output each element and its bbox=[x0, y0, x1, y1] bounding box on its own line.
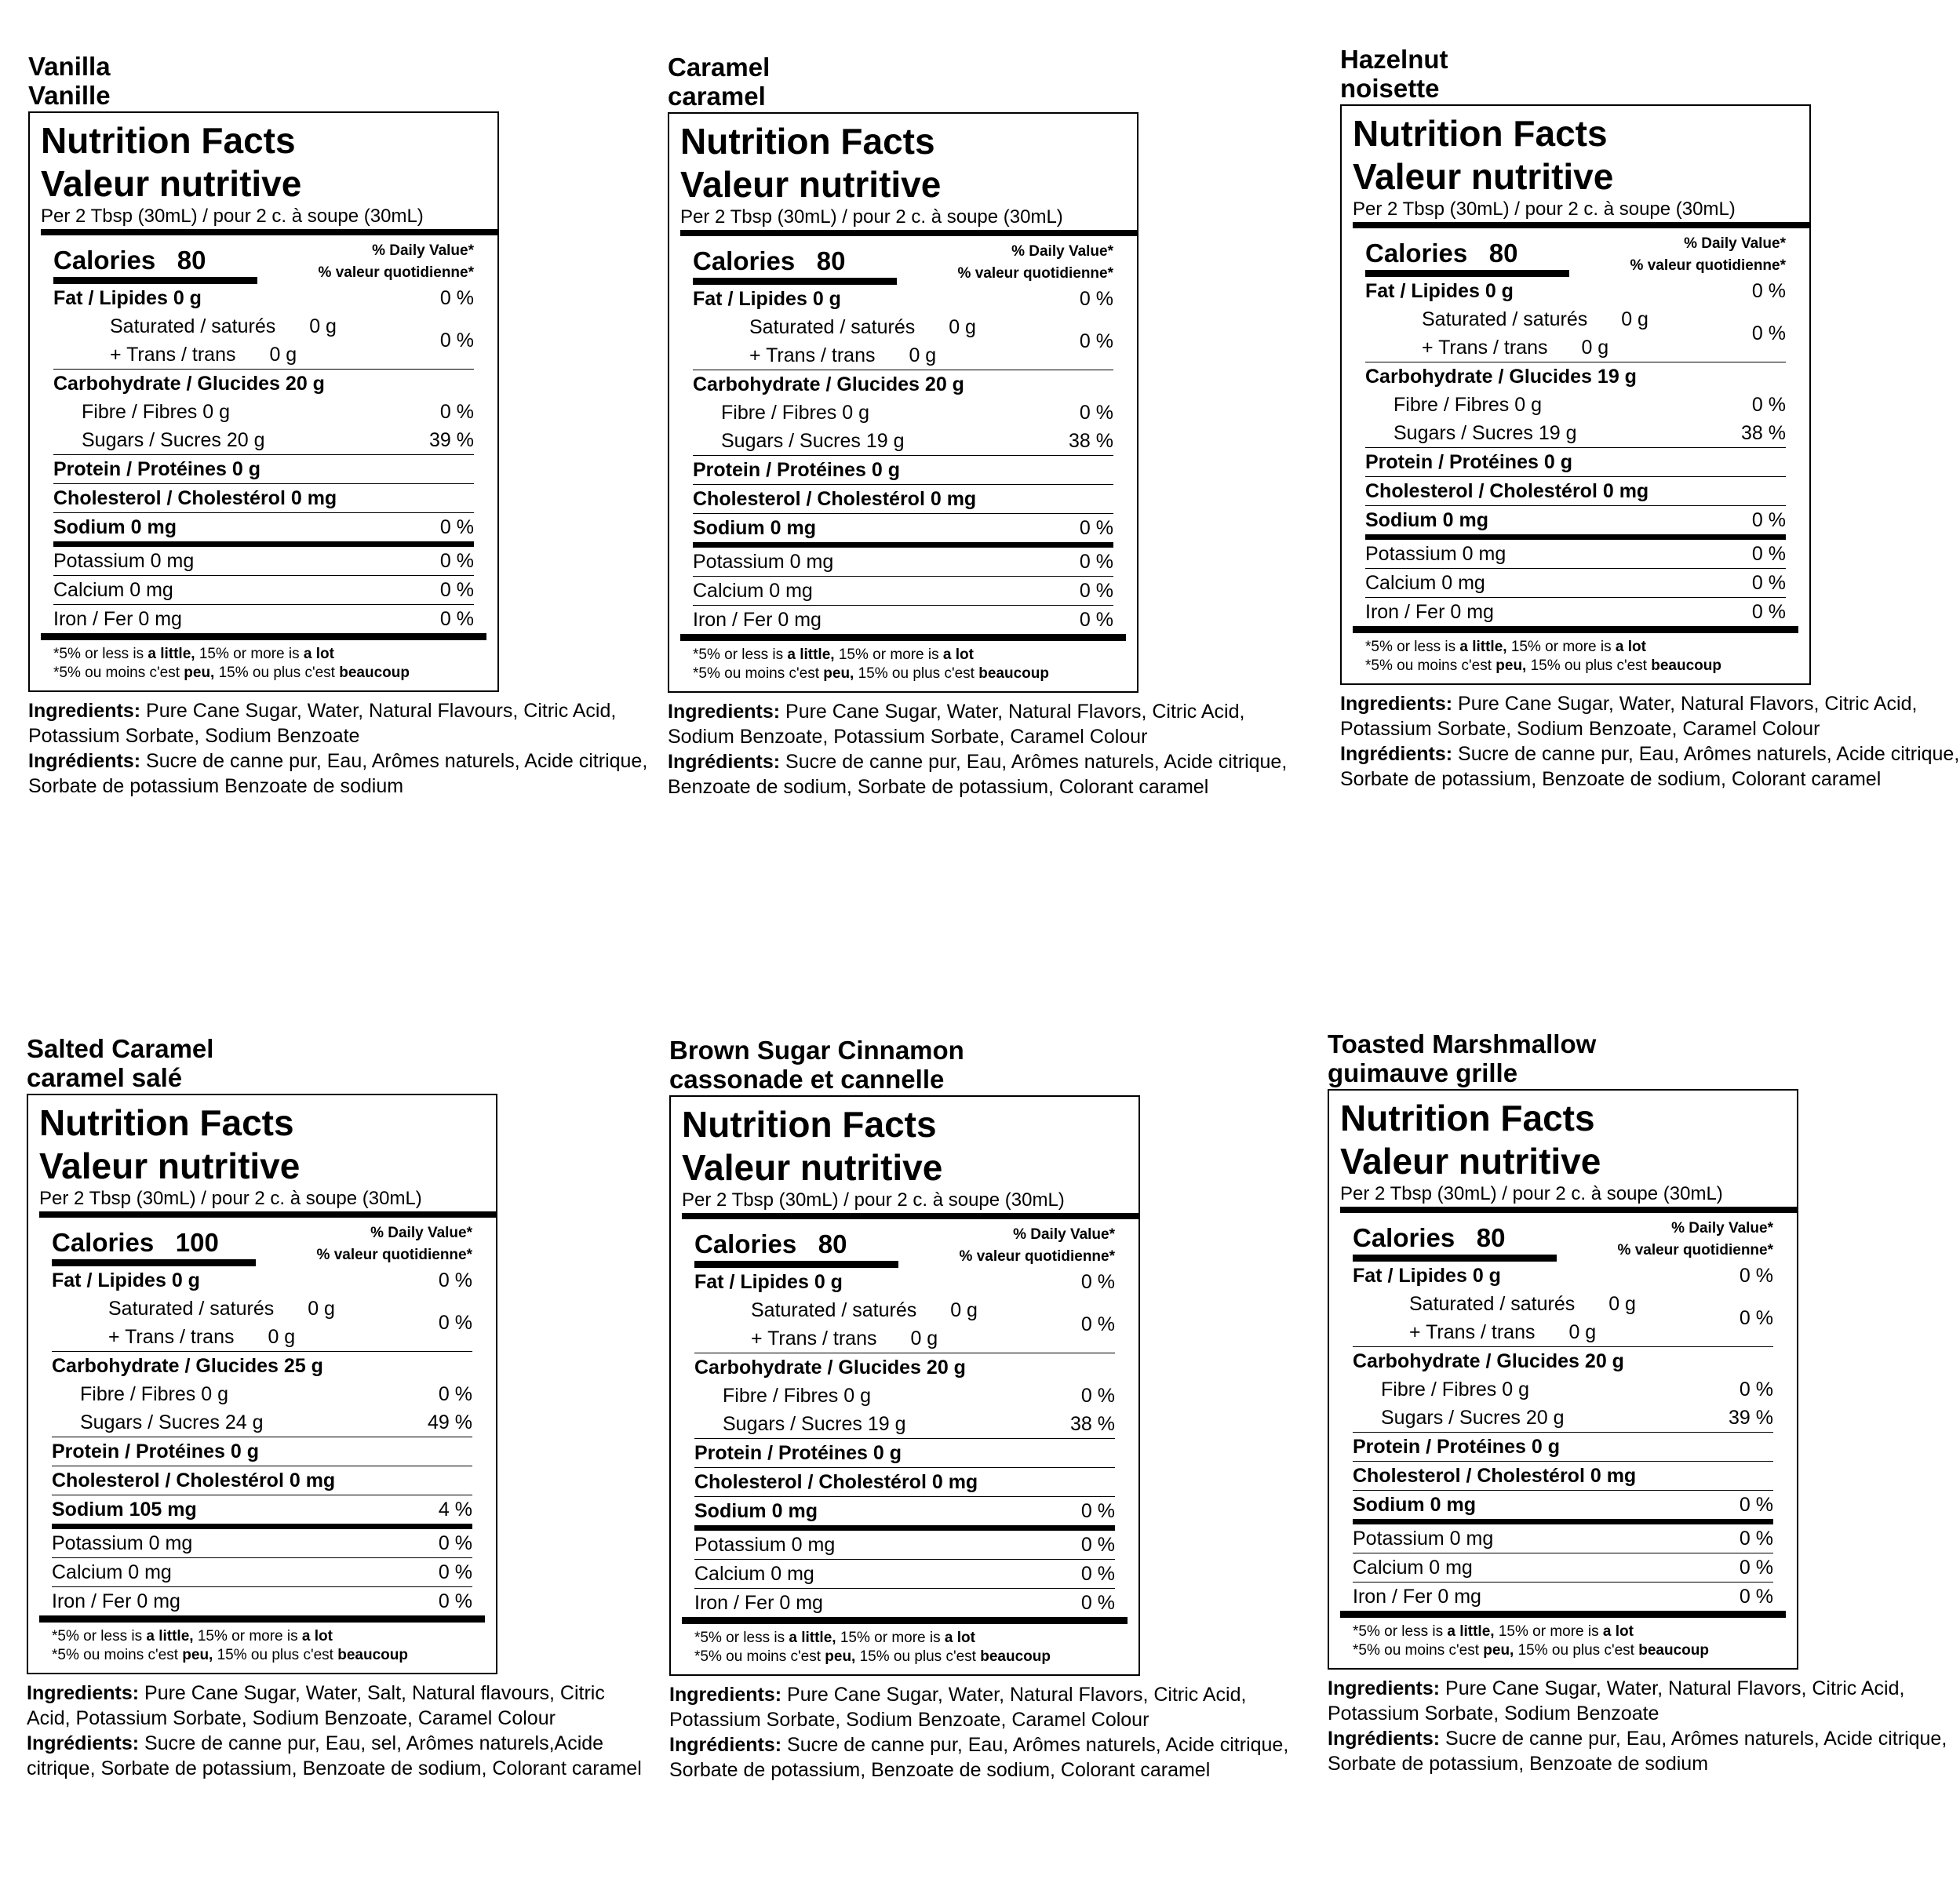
protein-row: Protein / Protéines 0 g bbox=[1365, 448, 1786, 477]
calories-value: Calories 80 bbox=[694, 1229, 898, 1268]
calories-value: Calories 100 bbox=[52, 1228, 256, 1266]
fibre-row: Fibre / Fibres 0 g 0 % bbox=[723, 1385, 1115, 1407]
saturated-trans-row: Saturated / saturés 0 g + Trans / trans 0 g 0 % bbox=[53, 312, 474, 370]
iron-row: Iron / Fer 0 mg 0 % bbox=[1365, 601, 1786, 623]
protein-row: Protein / Protéines 0 g bbox=[53, 455, 474, 484]
fibre-row: Fibre / Fibres 0 g 0 % bbox=[1381, 1379, 1773, 1400]
cholesterol-row: Cholesterol / Cholestérol 0 mg bbox=[693, 485, 1113, 514]
fat-row: Fat / Lipides 0 g 0 % bbox=[694, 1271, 1115, 1293]
flavor-name-en: Toasted Marshmallow bbox=[1328, 1029, 1597, 1058]
ingredients-text bbox=[28, 698, 648, 799]
potassium-row: Potassium 0 mg 0 % bbox=[53, 547, 474, 576]
protein-row: Protein / Protéines 0 g bbox=[52, 1437, 472, 1466]
ingredients-fr: Ingrédients: Sucre de canne pur, Eau, sel, Arômes naturels,Acide citrique, Sorbate de potassium, Benzoate de sodium, Colorant caramel bbox=[27, 1732, 642, 1779]
calories-value: Calories 80 bbox=[53, 246, 257, 284]
valeur-nutritive-title: Valeur nutritive bbox=[1353, 156, 1614, 197]
nutrition-facts-title: Nutrition Facts bbox=[1353, 113, 1608, 154]
ingredients-text bbox=[1340, 691, 1960, 792]
nutrition-facts-title: Nutrition Facts bbox=[680, 121, 935, 162]
fat-row: Fat / Lipides 0 g 0 % bbox=[693, 288, 1113, 310]
flavor-name-en: Hazelnut bbox=[1340, 45, 1448, 74]
calories-row bbox=[39, 1218, 485, 1266]
iron-row: Iron / Fer 0 mg 0 % bbox=[694, 1592, 1115, 1614]
daily-value-footnote: *5% or less is a little, 15% or more is a lot *5% ou moins c'est peu, 15% ou plus c'est beaucoup bbox=[41, 633, 486, 683]
nutrition-facts-title: Nutrition Facts bbox=[1340, 1098, 1595, 1138]
saturated-trans-row: Saturated / saturés 0 g + Trans / trans 0 g 0 % bbox=[694, 1296, 1115, 1353]
daily-value-heading: % Daily Value* % valeur quotidienne* bbox=[316, 1225, 472, 1263]
ingredients-fr: Ingrédients: Sucre de canne pur, Eau, Arômes naturels, Acide citrique, Sorbate de potassium, Benzoate de sodium bbox=[1328, 1728, 1947, 1775]
flavor-name-fr: Vanille bbox=[28, 81, 111, 110]
valeur-nutritive-title: Valeur nutritive bbox=[680, 164, 942, 205]
protein-row: Protein / Protéines 0 g bbox=[693, 456, 1113, 485]
flavor-name-fr: guimauve grille bbox=[1328, 1058, 1518, 1087]
fat-row: Fat / Lipides 0 g 0 % bbox=[53, 287, 474, 309]
cholesterol-row: Cholesterol / Cholestérol 0 mg bbox=[694, 1468, 1115, 1497]
nutrient-rows bbox=[680, 285, 1126, 634]
nutrient-rows bbox=[1340, 1262, 1786, 1611]
daily-value-footnote: *5% or less is a little, 15% or more is a lot *5% ou moins c'est peu, 15% ou plus c'est beaucoup bbox=[1353, 626, 1798, 676]
saturated-trans-row: Saturated / saturés 0 g + Trans / trans 0 g 0 % bbox=[693, 313, 1113, 370]
serving-size: Per 2 Tbsp (30mL) / pour 2 c. à soupe (30mL) bbox=[39, 1188, 496, 1218]
nutrition-facts-table bbox=[1340, 104, 1811, 685]
serving-size: Per 2 Tbsp (30mL) / pour 2 c. à soupe (30mL) bbox=[682, 1189, 1138, 1219]
sugars-row: Sugars / Sucres 20 g 39 % bbox=[53, 426, 474, 455]
flavor-name-en: Caramel bbox=[668, 53, 771, 82]
serving-size: Per 2 Tbsp (30mL) / pour 2 c. à soupe (30mL) bbox=[41, 206, 497, 235]
flavor-name-fr: caramel salé bbox=[27, 1063, 183, 1092]
serving-size: Per 2 Tbsp (30mL) / pour 2 c. à soupe (30mL) bbox=[1340, 1183, 1797, 1213]
nutrient-rows bbox=[682, 1268, 1128, 1617]
calcium-row: Calcium 0 mg 0 % bbox=[53, 576, 474, 605]
daily-value-footnote: *5% or less is a little, 15% or more is a lot *5% ou moins c'est peu, 15% ou plus c'est beaucoup bbox=[1340, 1611, 1786, 1660]
potassium-row: Potassium 0 mg 0 % bbox=[1365, 540, 1786, 569]
carbohydrate-row: Carbohydrate / Glucides 20 g bbox=[694, 1357, 966, 1379]
potassium-row: Potassium 0 mg 0 % bbox=[693, 548, 1113, 577]
flavor-name-fr: noisette bbox=[1340, 74, 1440, 103]
carbohydrate-row: Carbohydrate / Glucides 25 g bbox=[52, 1355, 323, 1377]
calories-row bbox=[682, 1219, 1128, 1268]
nutrition-facts-table bbox=[27, 1094, 497, 1674]
saturated-trans-row: Saturated / saturés 0 g + Trans / trans 0 g 0 % bbox=[1353, 1290, 1773, 1347]
cholesterol-row: Cholesterol / Cholestérol 0 mg bbox=[52, 1466, 472, 1495]
ingredients-text bbox=[1328, 1676, 1947, 1776]
ingredients-fr: Ingrédients: Sucre de canne pur, Eau, Arômes naturels, Acide citrique, Sorbate de potassium, Benzoate de sodium, Colorant caramel bbox=[669, 1734, 1289, 1781]
carbohydrate-row: Carbohydrate / Glucides 19 g bbox=[1365, 366, 1637, 388]
daily-value-footnote: *5% or less is a little, 15% or more is a lot *5% ou moins c'est peu, 15% ou plus c'est beaucoup bbox=[680, 634, 1126, 683]
iron-row: Iron / Fer 0 mg 0 % bbox=[53, 608, 474, 630]
sugars-row: Sugars / Sucres 19 g 38 % bbox=[1365, 419, 1786, 448]
flavor-panel bbox=[1340, 45, 1960, 792]
calcium-row: Calcium 0 mg 0 % bbox=[694, 1560, 1115, 1589]
ingredients-text bbox=[668, 699, 1288, 799]
iron-row: Iron / Fer 0 mg 0 % bbox=[52, 1590, 472, 1612]
calcium-row: Calcium 0 mg 0 % bbox=[1353, 1553, 1773, 1583]
fat-row: Fat / Lipides 0 g 0 % bbox=[52, 1269, 472, 1291]
cholesterol-row: Cholesterol / Cholestérol 0 mg bbox=[1353, 1462, 1773, 1491]
flavor-name-en: Salted Caramel bbox=[27, 1034, 214, 1063]
daily-value-heading: % Daily Value* % valeur quotidienne* bbox=[318, 242, 474, 281]
nutrition-facts-title: Nutrition Facts bbox=[41, 120, 296, 161]
daily-value-heading: % Daily Value* % valeur quotidienne* bbox=[1630, 235, 1786, 274]
ingredients-en: Ingredients: Pure Cane Sugar, Water, Natural Flavours, Citric Acid, Potassium Sorbate, Sodium Benzoate bbox=[28, 700, 617, 747]
saturated-trans-row: Saturated / saturés 0 g + Trans / trans 0 g 0 % bbox=[52, 1295, 472, 1352]
fat-row: Fat / Lipides 0 g 0 % bbox=[1353, 1265, 1773, 1287]
calories-row bbox=[1340, 1213, 1786, 1262]
calories-value: Calories 80 bbox=[1353, 1223, 1557, 1262]
nutrition-facts-table bbox=[28, 111, 499, 692]
daily-value-heading: % Daily Value* % valeur quotidienne* bbox=[959, 1226, 1115, 1265]
calcium-row: Calcium 0 mg 0 % bbox=[1365, 569, 1786, 598]
sodium-row: Sodium 0 mg 0 % bbox=[1353, 1491, 1773, 1524]
ingredients-en: Ingredients: Pure Cane Sugar, Water, Natural Flavors, Citric Acid, Potassium Sorbate, Sodium Benzoate bbox=[1328, 1677, 1905, 1725]
iron-row: Iron / Fer 0 mg 0 % bbox=[1353, 1586, 1773, 1608]
nutrient-rows bbox=[41, 284, 486, 633]
potassium-row: Potassium 0 mg 0 % bbox=[1353, 1524, 1773, 1553]
nutrient-rows bbox=[39, 1266, 485, 1615]
ingredients-text bbox=[669, 1682, 1289, 1783]
fibre-row: Fibre / Fibres 0 g 0 % bbox=[721, 402, 1113, 424]
ingredients-en: Ingredients: Pure Cane Sugar, Water, Natural Flavors, Citric Acid, Potassium Sorbate, Sodium Benzoate, Caramel Colour bbox=[669, 1684, 1247, 1731]
flavor-name-en: Vanilla bbox=[28, 52, 111, 81]
cholesterol-row: Cholesterol / Cholestérol 0 mg bbox=[1365, 477, 1786, 506]
flavor-panel bbox=[1328, 1029, 1947, 1776]
flavor-name-fr: caramel bbox=[668, 82, 766, 111]
ingredients-text bbox=[27, 1681, 647, 1781]
flavor-panel bbox=[28, 52, 648, 799]
calories-row bbox=[1353, 228, 1798, 277]
nutrition-facts-table bbox=[668, 112, 1138, 693]
fat-row: Fat / Lipides 0 g 0 % bbox=[1365, 280, 1786, 302]
ingredients-en: Ingredients: Pure Cane Sugar, Water, Natural Flavors, Citric Acid, Sodium Benzoate, Potassium Sorbate, Caramel Colour bbox=[668, 701, 1245, 748]
sodium-row: Sodium 0 mg 0 % bbox=[694, 1497, 1115, 1531]
iron-row: Iron / Fer 0 mg 0 % bbox=[693, 609, 1113, 631]
calories-value: Calories 80 bbox=[1365, 239, 1569, 277]
nutrition-facts-table bbox=[1328, 1089, 1798, 1670]
daily-value-heading: % Daily Value* % valeur quotidienne* bbox=[1617, 1220, 1773, 1258]
flavor-name-en: Brown Sugar Cinnamon bbox=[669, 1036, 964, 1065]
sodium-row: Sodium 0 mg 0 % bbox=[1365, 506, 1786, 540]
fibre-row: Fibre / Fibres 0 g 0 % bbox=[82, 401, 474, 423]
valeur-nutritive-title: Valeur nutritive bbox=[1340, 1141, 1601, 1182]
calcium-row: Calcium 0 mg 0 % bbox=[693, 577, 1113, 606]
sugars-row: Sugars / Sucres 24 g 49 % bbox=[52, 1408, 472, 1437]
calories-row bbox=[680, 236, 1126, 285]
flavor-panel bbox=[27, 1034, 647, 1781]
valeur-nutritive-title: Valeur nutritive bbox=[39, 1145, 301, 1186]
potassium-row: Potassium 0 mg 0 % bbox=[694, 1531, 1115, 1560]
nutrition-facts-title: Nutrition Facts bbox=[682, 1104, 937, 1145]
carbohydrate-row: Carbohydrate / Glucides 20 g bbox=[693, 373, 964, 395]
sugars-row: Sugars / Sucres 19 g 38 % bbox=[693, 427, 1113, 456]
carbohydrate-row: Carbohydrate / Glucides 20 g bbox=[1353, 1350, 1624, 1372]
daily-value-heading: % Daily Value* % valeur quotidienne* bbox=[957, 243, 1113, 282]
nutrition-facts-title: Nutrition Facts bbox=[39, 1102, 294, 1143]
sugars-row: Sugars / Sucres 20 g 39 % bbox=[1353, 1404, 1773, 1433]
nutrition-facts-table bbox=[669, 1095, 1140, 1676]
calcium-row: Calcium 0 mg 0 % bbox=[52, 1558, 472, 1587]
cholesterol-row: Cholesterol / Cholestérol 0 mg bbox=[53, 484, 474, 513]
flavor-name-fr: cassonade et cannelle bbox=[669, 1065, 945, 1094]
calories-value: Calories 80 bbox=[693, 246, 897, 285]
flavor-panel bbox=[668, 53, 1288, 799]
serving-size: Per 2 Tbsp (30mL) / pour 2 c. à soupe (30mL) bbox=[1353, 198, 1809, 228]
fibre-row: Fibre / Fibres 0 g 0 % bbox=[80, 1383, 472, 1405]
sugars-row: Sugars / Sucres 19 g 38 % bbox=[694, 1410, 1115, 1439]
protein-row: Protein / Protéines 0 g bbox=[694, 1439, 1115, 1468]
ingredients-fr: Ingrédients: Sucre de canne pur, Eau, Arômes naturels, Acide citrique, Sorbate de potassium, Benzoate de sodium, Colorant caramel bbox=[1340, 743, 1960, 790]
carbohydrate-row: Carbohydrate / Glucides 20 g bbox=[53, 373, 325, 395]
ingredients-en: Ingredients: Pure Cane Sugar, Water, Salt, Natural flavours, Citric Acid, Potassium Sorbate, Sodium Benzoate, Caramel Colour bbox=[27, 1682, 605, 1729]
potassium-row: Potassium 0 mg 0 % bbox=[52, 1529, 472, 1558]
protein-row: Protein / Protéines 0 g bbox=[1353, 1433, 1773, 1462]
valeur-nutritive-title: Valeur nutritive bbox=[41, 163, 302, 204]
valeur-nutritive-title: Valeur nutritive bbox=[682, 1147, 943, 1188]
saturated-trans-row: Saturated / saturés 0 g + Trans / trans 0 g 0 % bbox=[1365, 305, 1786, 362]
serving-size: Per 2 Tbsp (30mL) / pour 2 c. à soupe (30mL) bbox=[680, 206, 1137, 236]
nutrient-rows bbox=[1353, 277, 1798, 626]
ingredients-fr: Ingrédients: Sucre de canne pur, Eau, Arômes naturels, Acide citrique, Benzoate de sodium, Sorbate de potassium, Colorant caramel bbox=[668, 751, 1288, 798]
sodium-row: Sodium 0 mg 0 % bbox=[53, 513, 474, 547]
sodium-row: Sodium 0 mg 0 % bbox=[693, 514, 1113, 548]
calories-row bbox=[41, 235, 486, 284]
ingredients-en: Ingredients: Pure Cane Sugar, Water, Natural Flavors, Citric Acid, Potassium Sorbate, Sodium Benzoate, Caramel Colour bbox=[1340, 693, 1918, 740]
sodium-row: Sodium 105 mg 4 % bbox=[52, 1495, 472, 1529]
daily-value-footnote: *5% or less is a little, 15% or more is a lot *5% ou moins c'est peu, 15% ou plus c'est beaucoup bbox=[39, 1615, 485, 1665]
ingredients-fr: Ingrédients: Sucre de canne pur, Eau, Arômes naturels, Acide citrique, Sorbate de potassium Benzoate de sodium bbox=[28, 750, 648, 797]
fibre-row: Fibre / Fibres 0 g 0 % bbox=[1393, 394, 1786, 416]
flavor-panel bbox=[669, 1036, 1289, 1783]
daily-value-footnote: *5% or less is a little, 15% or more is a lot *5% ou moins c'est peu, 15% ou plus c'est beaucoup bbox=[682, 1617, 1128, 1666]
